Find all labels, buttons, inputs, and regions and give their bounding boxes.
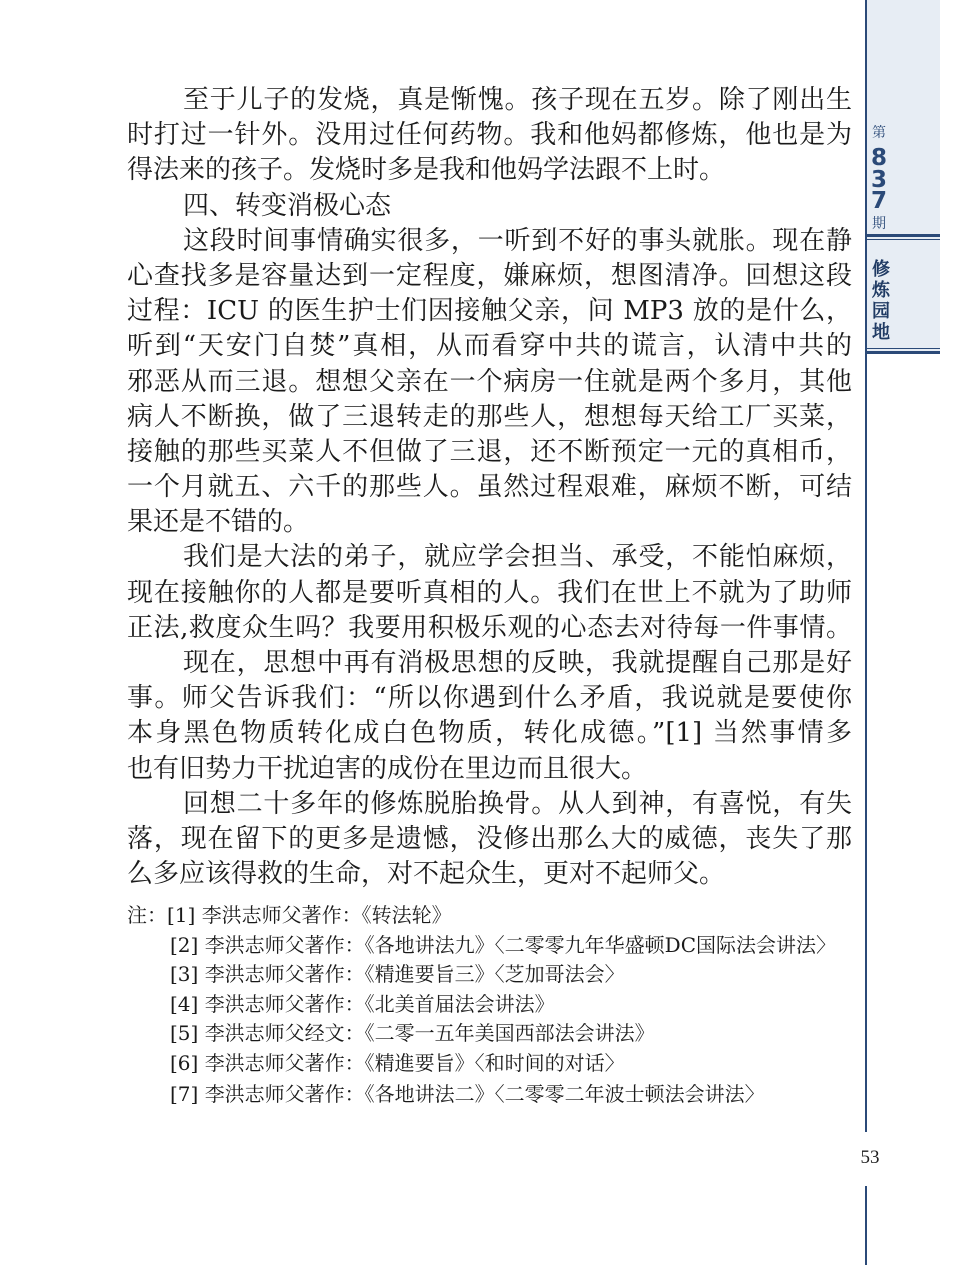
- body-line: 至于儿子的发烧，真是惭愧。孩子现在五岁。除了刚出生: [183, 85, 852, 115]
- sidebar-divider: [867, 351, 940, 354]
- body-line: 接触的那些买菜人不但做了三退，还不断预定一元的真相币，: [127, 436, 852, 467]
- sidebar-divider: [867, 348, 940, 349]
- issue-digit: 3: [870, 167, 887, 193]
- footnote: [127, 901, 857, 931]
- issue-digit: 8: [870, 145, 887, 171]
- body-line: 邪恶从而三退。想想父亲在一个病房一住就是两个多月，其他: [127, 366, 852, 397]
- section-title-char: 地: [872, 322, 890, 343]
- paragraph: [127, 540, 852, 646]
- footnote: [2] 李洪志师父著作：《各地讲法九》〈二零零九年华盛顿DC国际法会讲法〉: [170, 932, 837, 957]
- footnotes: [127, 901, 857, 1110]
- body-line: 四、转变消极心态: [183, 190, 392, 221]
- paragraph: [127, 787, 852, 893]
- body-line: 现在接触你的人都是要听真相的人。我们在世上不就为了助师: [127, 577, 852, 608]
- body-line: 回想二十多年的修炼脱胎换骨。从人到神，有喜悦，有失: [183, 788, 852, 819]
- body-line: 果还是不错的。: [127, 507, 310, 538]
- sidebar-divider: [867, 234, 940, 237]
- body-line: 时打过一针外。没用过任何药物。我和他妈都修炼，他也是为: [127, 120, 852, 151]
- body-line: 正法,救度众生吗？我要用积极乐观的心态去对待每一件事情。: [127, 612, 852, 643]
- body-line: 心查找多是容量达到一定程度，嫌麻烦，想图清净。回想这段: [127, 260, 852, 291]
- issue-prefix: 第: [872, 125, 886, 141]
- section-heading: [127, 189, 852, 224]
- body-line: 这段时间事情确实很多，一听到不好的事头就胀。现在静: [183, 225, 852, 256]
- footnote-text: [1] 李洪志师父著作：《转法轮》: [167, 903, 452, 927]
- paragraph: [127, 646, 852, 787]
- section-title-char: 修: [872, 259, 890, 280]
- article-body: [127, 83, 852, 892]
- page-number: 53: [860, 1147, 880, 1168]
- body-line: 事。师父告诉我们：“所以你遇到什么矛盾，我说就是要使你: [127, 683, 852, 714]
- body-line: 得法来的孩子。发烧时多是我和他妈学法跟不上时。: [127, 155, 726, 186]
- footnote: [4] 李洪志师父著作：《北美首届法会讲法》: [170, 991, 555, 1016]
- sidebar-rule-lower: [865, 1186, 867, 1265]
- footnote: [3] 李洪志师父著作：《精進要旨三》〈芝加哥法会〉: [170, 962, 625, 986]
- footnote: [7] 李洪志师父著作：《各地讲法二》〈二零零二年波士顿法会讲法〉: [170, 1082, 765, 1106]
- body-line: 听到“天安门自焚”真相，从而看穿中共的谎言，认清中共的: [127, 331, 852, 362]
- body-line: 落，现在留下的更多是遗憾，没修出那么大的威德，丧失了那: [127, 823, 852, 854]
- issue-suffix: 期: [872, 216, 886, 232]
- issue-digit: 7: [870, 188, 887, 214]
- body-line: 一个月就五、六千的那些人。虽然过程艰难，麻烦不断，可结: [127, 472, 852, 503]
- body-line: 么多应该得救的生命，对不起众生，更对不起师父。: [127, 859, 726, 890]
- footnote: [5] 李洪志师父经文：《二零一五年美国西部法会讲法》: [170, 1021, 655, 1045]
- body-line: 现在，思想中再有消极思想的反映，我就提醒自己那是好: [183, 648, 852, 678]
- paragraph: [127, 224, 852, 541]
- body-line: 也有旧势力干扰迫害的成份在里边而且很大。: [127, 753, 648, 784]
- body-line: 本身黑色物质转化成白色物质，转化成德。”[1] 当然事情多: [127, 718, 852, 749]
- sidebar-divider: [867, 239, 940, 240]
- footnote-label: 注：: [127, 903, 167, 927]
- body-line: 病人不断换，做了三退转走的那些人，想想每天给工厂买菜，: [127, 401, 852, 432]
- section-title-char: 园: [872, 301, 890, 322]
- section-title-char: 炼: [872, 280, 890, 301]
- body-line: 我们是大法的弟子，就应学会担当、承受，不能怕麻烦，: [183, 542, 852, 573]
- paragraph: [127, 83, 852, 189]
- footnote: [6] 李洪志师父著作：《精進要旨》〈和时间的对话〉: [170, 1050, 625, 1075]
- body-line: 过程：ICU 的医生护士们因接触父亲，问 MP3 放的是什么，: [127, 296, 852, 327]
